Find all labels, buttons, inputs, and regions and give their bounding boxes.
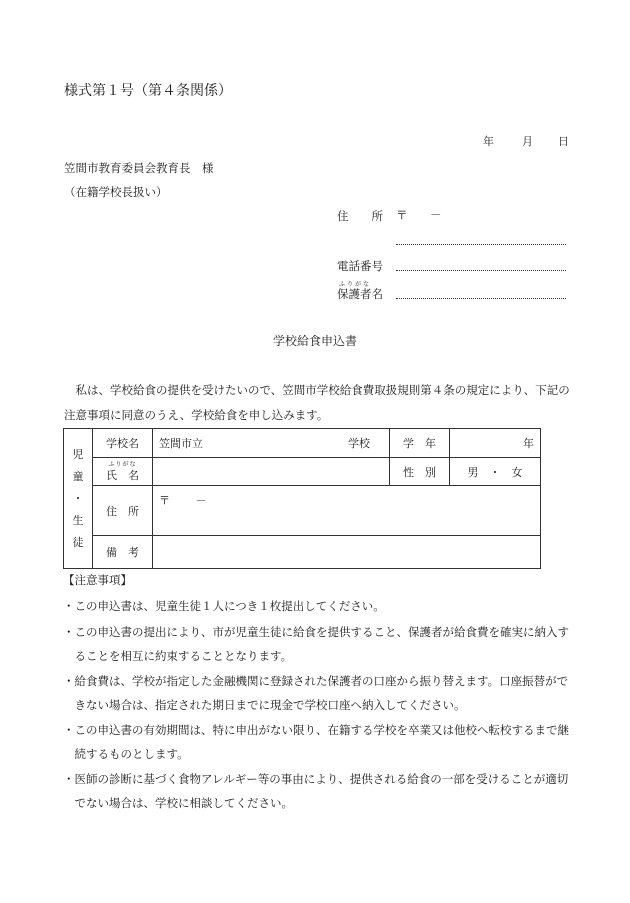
school-suffix: 学校 bbox=[348, 437, 370, 450]
school-name-field[interactable] bbox=[153, 429, 390, 458]
grade-label: 学 年 bbox=[390, 429, 450, 458]
student-postal-mark: 〒 bbox=[159, 494, 170, 507]
note-item: ・給食費は、学校が指定した金融機関に登録された保護者の口座から振り替えます。口座振替ができない場合は、指定された期日までに現金で学校口座へ納入してください。 bbox=[63, 674, 569, 712]
handler-note: （在籍学校長扱い） bbox=[64, 185, 168, 199]
gender-label: 性 別 bbox=[390, 458, 450, 486]
applicant-postal-dash: － bbox=[430, 208, 442, 222]
intro-paragraph: 私は、学校給食の提供を受けたいので、笠間市学校給食費取扱規則第４条の規定により、下記の注意事項に同意のうえ、学校給食を申し込みます。 bbox=[64, 383, 570, 422]
side-char: 童 bbox=[72, 469, 84, 483]
applicant-phone-line[interactable] bbox=[396, 270, 566, 271]
side-char: 生 bbox=[72, 513, 84, 527]
applicant-address-label: 住 所 bbox=[337, 209, 383, 223]
guardian-name-line[interactable] bbox=[396, 298, 566, 299]
applicant-phone-label: 電話番号 bbox=[337, 259, 383, 273]
remarks-label: 備 考 bbox=[93, 536, 153, 569]
student-postal-dash: － bbox=[195, 494, 207, 507]
student-address-field[interactable] bbox=[153, 486, 541, 536]
addressee: 笠間市教育委員会教育長 様 bbox=[64, 161, 214, 175]
student-name-field[interactable] bbox=[153, 458, 390, 486]
note-item: ・この申込書の有効期間は、特に申出がない限り、在籍する学校を卒業又は他校へ転校するまで継続するものとします。 bbox=[63, 723, 569, 761]
side-char: ・ bbox=[72, 491, 84, 505]
document-title: 学校給食申込書 bbox=[272, 334, 357, 348]
student-name-ruby: ふりがな bbox=[108, 461, 137, 468]
guardian-ruby: ふりがな bbox=[339, 281, 372, 288]
note-item: ・この申込書の提出により、市が児童生徒に給食を提供すること、保護者が給食費を確実に納入することを相互に約束することとなります。 bbox=[63, 625, 569, 663]
school-name-label: 学校名 bbox=[93, 429, 153, 458]
date-day-label: 日 bbox=[558, 135, 569, 148]
note-item: ・この申込書は、児童生徒１人につき１枚提出してください。 bbox=[63, 599, 385, 613]
grade-field[interactable] bbox=[450, 429, 541, 458]
side-char: 徒 bbox=[72, 535, 84, 549]
applicant-postal-mark: 〒 bbox=[396, 208, 408, 222]
date-month-label: 月 bbox=[522, 135, 533, 148]
student-name-label: 氏 名 bbox=[106, 469, 139, 482]
remarks-field[interactable] bbox=[153, 536, 541, 569]
grade-suffix: 年 bbox=[523, 437, 534, 450]
date-year-label: 年 bbox=[483, 135, 494, 148]
note-item: ・医師の診断に基づく食物アレルギー等の事由により、提供される給食の一部を受けることが適切でない場合は、学校に相談してください。 bbox=[63, 772, 569, 810]
student-address-label: 住 所 bbox=[93, 486, 153, 536]
form-number: 様式第１号（第４条関係） bbox=[64, 83, 232, 99]
student-info-table bbox=[63, 428, 541, 569]
guardian-name-label: 保護者名 bbox=[337, 287, 383, 301]
school-prefix: 笠間市立 bbox=[159, 437, 203, 450]
student-side-label bbox=[64, 429, 93, 569]
student-name-label-cell bbox=[93, 458, 153, 486]
gender-options[interactable]: 男 ・ 女 bbox=[450, 458, 541, 486]
side-char: 児 bbox=[72, 447, 84, 461]
applicant-address-line[interactable] bbox=[396, 244, 566, 245]
notes-heading: 【注意事項】 bbox=[63, 573, 132, 587]
